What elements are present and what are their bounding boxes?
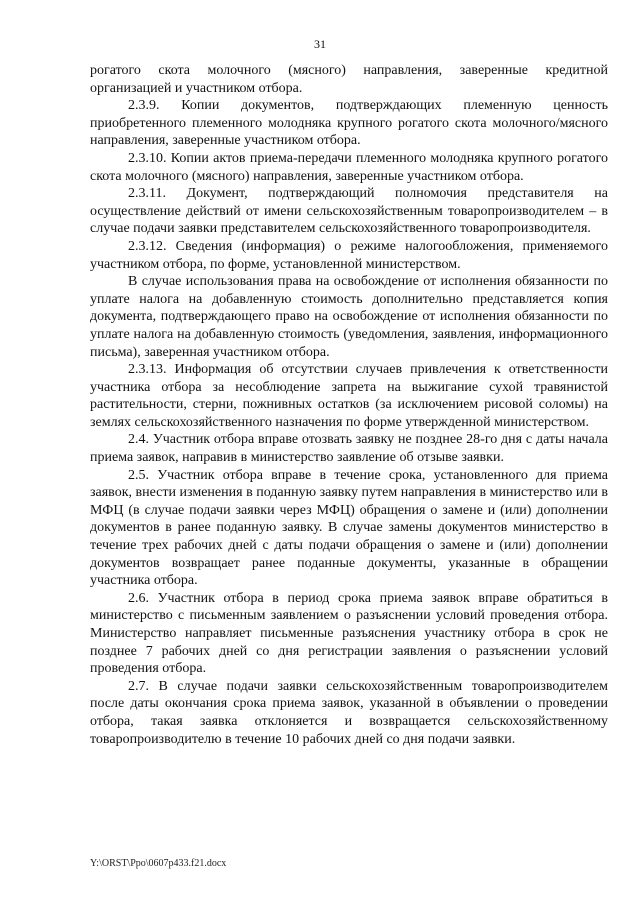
document-body bbox=[90, 62, 608, 748]
paragraph-continuation: рогатого скота молочного (мясного) направления, заверенные кредитной организацией и участником отбора. bbox=[90, 63, 608, 96]
page-number: 31 bbox=[314, 37, 326, 51]
paragraph-vat-exemption: В случае использования права на освобождение от исполнения обязанности по уплате налога на добавленную стоимость дополнительно представляется копия документа, подтверждающего право на освобождение от исполнения обязанности по уплате налога на добавленную стоимость (уведомления, заявления, информационного письма), заверенная участником отбора. bbox=[90, 274, 608, 360]
paragraph-2-3-12: 2.3.12. Сведения (информация) о режиме налогообложения, применяемого участником отбора, по форме, установленной министерством. bbox=[90, 238, 608, 272]
paragraph-2-5: 2.5. Участник отбора вправе в течение срока, установленного для приема заявок, внести изменения в поданную заявку путем направления в министерство или в МФЦ (в случае подачи заявки через МФЦ) обращения о замене и (или) дополнении документов в ранее поданную заявку. В случае замены документов министерство в течение трех рабочих дней с даты подачи обращения о замене и (или) дополнении документов возвращает ранее поданные документы, указанные в обращении участника отбора. bbox=[90, 467, 608, 589]
paragraph-2-4: 2.4. Участник отбора вправе отозвать заявку не позднее 28-го дня с даты начала приема заявок, направив в министерство заявление об отзыве заявки. bbox=[90, 432, 608, 466]
paragraph-2-3-9: 2.3.9. Копии документов, подтверждающих племенную ценность приобретенного племенного молодняка крупного рогатого скота молочного/мясного направления, заверенные участником отбора. bbox=[90, 98, 608, 149]
footer-file-path: Y:\ORST\Ppo\0607p433.f21.docx bbox=[90, 858, 227, 869]
paragraph-2-6: 2.6. Участник отбора в период срока приема заявок вправе обратиться в министерство с письменным заявлением о разъяснении условий проведения отбора. Министерство направляет письменные разъяснения участнику отбора в срок не позднее 7 рабочих дней со дня регистрации заявления о разъяснении условий проведения отбора. bbox=[90, 590, 608, 677]
paragraph-2-3-11: 2.3.11. Документ, подтверждающий полномочия представителя на осуществление действий от имени сельскохозяйственным товаропроизводителем – в случае подачи заявки представителем сельскохозяйственного товаропроизводителя. bbox=[90, 186, 608, 237]
paragraph-2-3-13: 2.3.13. Информация об отсутствии случаев привлечения к ответственности участника отбора за несоблюдение запрета на выжигание сухой травянистой растительности, стерни, пожнивных остатков (за исключением рисовой соломы) на землях сельскохозяйственного назначения по форме утвержденной министерством. bbox=[90, 362, 608, 430]
paragraph-2-3-10: 2.3.10. Копии актов приема-передачи племенного молодняка крупного рогатого скота молочного (мясного) направления, заверенные участником отбора. bbox=[90, 150, 608, 184]
paragraph-2-7: 2.7. В случае подачи заявки сельскохозяйственным товаропроизводителем после даты окончания срока приема заявок, указанной в объявлении о проведении отбора, такая заявка отклоняется и возвращается сельскохозяйственному товаропроизводителю в течение 10 рабочих дней со дня подачи заявки. bbox=[90, 678, 608, 747]
